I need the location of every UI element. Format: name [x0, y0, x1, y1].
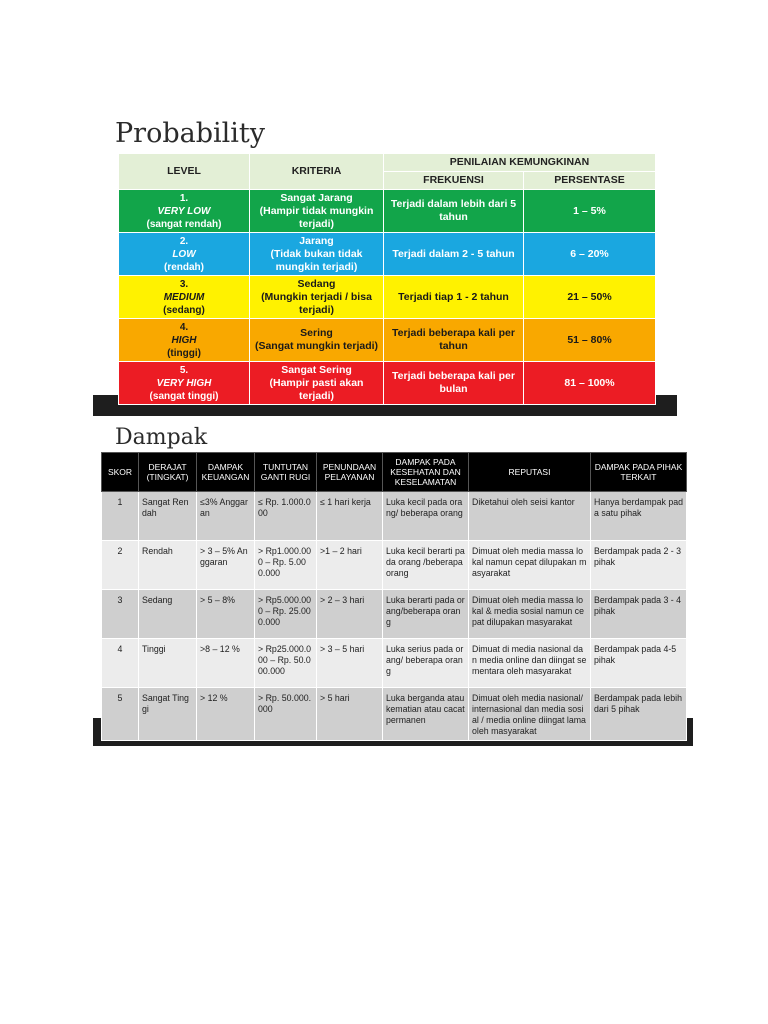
- level-name-id: (sangat tinggi): [149, 390, 219, 402]
- header-frekuensi: FREKUENSI: [384, 172, 524, 190]
- header-kesehatan: DAMPAK PADA KESEHATAN DAN KESELAMATAN: [383, 453, 469, 492]
- level-name-id: (sangat rendah): [146, 218, 222, 230]
- pelayanan-cell: > 2 – 3 hari: [317, 590, 383, 639]
- derajat-cell: Sangat Rendah: [139, 492, 197, 541]
- table-row: [102, 590, 687, 639]
- kriteria-name: Sering: [300, 327, 333, 339]
- pihak-cell: Berdampak pada lebih dari 5 pihak: [591, 688, 687, 741]
- persentase-cell: 51 – 80%: [524, 319, 656, 362]
- level-cell: [119, 319, 250, 362]
- level-cell: [119, 190, 250, 233]
- pelayanan-cell: ≤ 1 hari kerja: [317, 492, 383, 541]
- level-cell: [119, 276, 250, 319]
- persentase-cell: 81 – 100%: [524, 362, 656, 405]
- level-cell: [119, 233, 250, 276]
- persentase-cell: 1 – 5%: [524, 190, 656, 233]
- kesehatan-cell: Luka kecil berarti pada orang /beberapa orang: [383, 541, 469, 590]
- header-pelayanan: PENUNDAAN PELAYANAN: [317, 453, 383, 492]
- frekuensi-cell: Terjadi dalam lebih dari 5 tahun: [384, 190, 524, 233]
- level-number: 4.: [179, 321, 189, 333]
- header-level: LEVEL: [119, 154, 250, 190]
- header-penilaian: PENILAIAN KEMUNGKINAN: [384, 154, 656, 172]
- skor-cell: 5: [102, 688, 139, 741]
- frekuensi-cell: Terjadi beberapa kali per tahun: [384, 319, 524, 362]
- persentase-cell: 21 – 50%: [524, 276, 656, 319]
- reputasi-cell: Dimuat oleh media massa lokal & media sosial namun cepat dilupakan masyarakat: [469, 590, 591, 639]
- ganti-rugi-cell: > Rp25.000.000 – Rp. 50.000.000: [255, 639, 317, 688]
- skor-cell: 4: [102, 639, 139, 688]
- pihak-cell: Berdampak pada 4-5 pihak: [591, 639, 687, 688]
- level-number: 1.: [179, 192, 189, 204]
- probability-table: [118, 153, 656, 405]
- ganti-rugi-cell: > Rp5.000.000 – Rp. 25.000.000: [255, 590, 317, 639]
- kriteria-name: Sedang: [297, 277, 336, 290]
- header-skor: SKOR: [102, 453, 139, 492]
- kriteria-desc: (Hampir tidak mungkin terjadi): [259, 204, 374, 230]
- reputasi-cell: Dimuat oleh media massa lokal namun cepat dilupakan masyarakat: [469, 541, 591, 590]
- pelayanan-cell: > 5 hari: [317, 688, 383, 741]
- table-row: [102, 688, 687, 741]
- kriteria-desc: (Hampir pasti akan terjadi): [269, 376, 364, 402]
- kriteria-cell: [250, 319, 384, 362]
- level-name-id: (sedang): [163, 304, 205, 316]
- kriteria-name: Sangat Sering: [281, 363, 352, 376]
- ganti-rugi-cell: > Rp1.000.000 – Rp. 5.000.000: [255, 541, 317, 590]
- frekuensi-cell: Terjadi beberapa kali per bulan: [384, 362, 524, 405]
- table-row: [102, 492, 687, 541]
- keuangan-cell: >8 – 12 %: [197, 639, 255, 688]
- header-derajat: DERAJAT (TINGKAT): [139, 453, 197, 492]
- kriteria-desc: (Tidak bukan tidak mungkin terjadi): [270, 247, 363, 273]
- level-name: MEDIUM: [163, 291, 205, 303]
- probability-row: [119, 276, 656, 319]
- table-row: [102, 639, 687, 688]
- level-name: HIGH: [171, 334, 197, 346]
- keuangan-cell: > 3 – 5% Anggaran: [197, 541, 255, 590]
- kesehatan-cell: Luka kecil pada orang/ beberapa orang: [383, 492, 469, 541]
- probability-row: [119, 190, 656, 233]
- level-name-id: (rendah): [164, 261, 204, 273]
- probability-row: [119, 233, 656, 276]
- reputasi-cell: Diketahui oleh seisi kantor: [469, 492, 591, 541]
- persentase-cell: 6 – 20%: [524, 233, 656, 276]
- reputasi-cell: Dimuat di media nasional dan media online dan diingat sementara oleh masyarakat: [469, 639, 591, 688]
- keuangan-cell: ≤3% Anggaran: [197, 492, 255, 541]
- derajat-cell: Sangat Tinggi: [139, 688, 197, 741]
- kesehatan-cell: Luka berarti pada orang/beberapa orang: [383, 590, 469, 639]
- frekuensi-cell: Terjadi dalam 2 - 5 tahun: [384, 233, 524, 276]
- ganti-rugi-cell: > Rp. 50.000.000: [255, 688, 317, 741]
- header-kriteria: KRITERIA: [250, 154, 384, 190]
- derajat-cell: Tinggi: [139, 639, 197, 688]
- pelayanan-cell: >1 – 2 hari: [317, 541, 383, 590]
- derajat-cell: Sedang: [139, 590, 197, 639]
- probability-row: [119, 319, 656, 362]
- level-name: LOW: [172, 248, 196, 260]
- keuangan-cell: > 12 %: [197, 688, 255, 741]
- kriteria-cell: [250, 190, 384, 233]
- probability-title: Probability: [115, 118, 266, 149]
- table-row: [102, 541, 687, 590]
- pelayanan-cell: > 3 – 5 hari: [317, 639, 383, 688]
- header-keuangan: DAMPAK KEUANGAN: [197, 453, 255, 492]
- pihak-cell: Berdampak pada 3 - 4 pihak: [591, 590, 687, 639]
- ganti-rugi-cell: ≤ Rp. 1.000.000: [255, 492, 317, 541]
- level-number: 3.: [179, 278, 189, 290]
- header-reputasi: REPUTASI: [469, 453, 591, 492]
- keuangan-cell: > 5 – 8%: [197, 590, 255, 639]
- dampak-title: Dampak: [115, 425, 208, 450]
- header-pihak: DAMPAK PADA PIHAK TERKAIT: [591, 453, 687, 492]
- kriteria-cell: [250, 276, 384, 319]
- frekuensi-cell: Terjadi tiap 1 - 2 tahun: [384, 276, 524, 319]
- pihak-cell: Berdampak pada 2 - 3 pihak: [591, 541, 687, 590]
- kriteria-cell: [250, 362, 384, 405]
- skor-cell: 1: [102, 492, 139, 541]
- level-number: 2.: [179, 235, 189, 247]
- kriteria-name: Jarang: [299, 234, 334, 247]
- header-ganti-rugi: TUNTUTAN GANTI RUGI: [255, 453, 317, 492]
- probability-row: [119, 362, 656, 405]
- skor-cell: 3: [102, 590, 139, 639]
- level-number: 5.: [179, 364, 189, 376]
- header-persentase: PERSENTASE: [524, 172, 656, 190]
- level-name: VERY HIGH: [156, 377, 212, 389]
- kriteria-name: Sangat Jarang: [280, 191, 353, 204]
- kriteria-desc: (Mungkin terjadi / bisa terjadi): [261, 290, 372, 316]
- level-cell: [119, 362, 250, 405]
- level-name-id: (tinggi): [167, 347, 201, 359]
- kriteria-cell: [250, 233, 384, 276]
- derajat-cell: Rendah: [139, 541, 197, 590]
- dampak-table: [101, 452, 687, 741]
- skor-cell: 2: [102, 541, 139, 590]
- level-name: VERY LOW: [157, 205, 211, 217]
- kesehatan-cell: Luka berganda atau kematian atau cacat permanen: [383, 688, 469, 741]
- kriteria-desc: (Sangat mungkin terjadi): [254, 340, 379, 352]
- kesehatan-cell: Luka serius pada orang/ beberapa orang: [383, 639, 469, 688]
- reputasi-cell: Dimuat oleh media nasional/ internasional dan media sosial / media online diingat lama oleh masyarakat: [469, 688, 591, 741]
- pihak-cell: Hanya berdampak pada satu pihak: [591, 492, 687, 541]
